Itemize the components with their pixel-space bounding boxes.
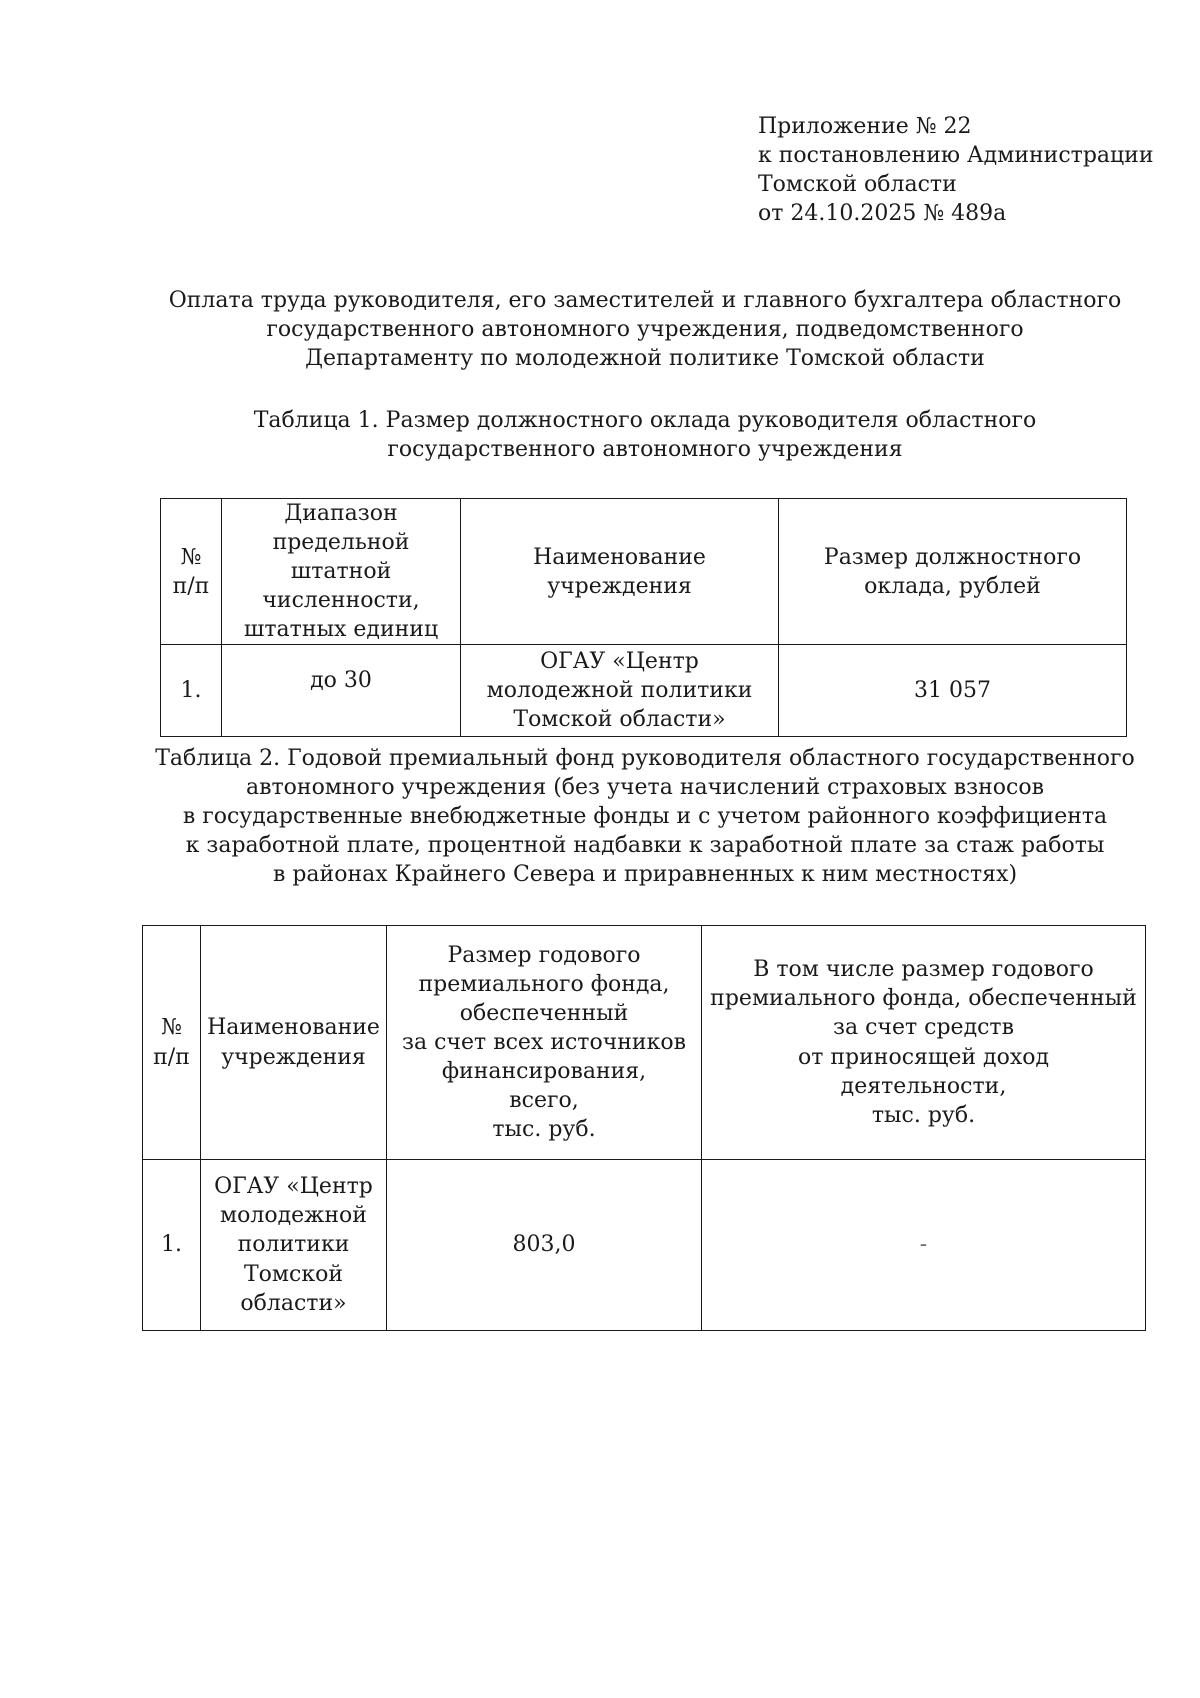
row-num: 1. (161, 645, 222, 737)
table2-caption-line-5: в районах Крайнего Севера и приравненных к ним местностях) (272, 862, 1018, 888)
row-salary: 31 057 (779, 645, 1127, 737)
table1-caption-line-1: Таблица 1. Размер должностного оклада руководителя областного (253, 408, 1037, 433)
table2-caption-line-3: в государственные внебюджетные фонды и с учетом районного коэффициента (182, 804, 1108, 830)
salary-table (160, 498, 1127, 737)
header-institution-name: Наименование учреждения (201, 926, 387, 1160)
row-fund-income: - (702, 1160, 1146, 1331)
salary-table-header (161, 499, 1127, 645)
row-institution-name: ОГАУ «Центр молодежной политики Томской области» (461, 645, 779, 737)
table-row (143, 1160, 1146, 1331)
appendix-resolution: к постановлению Администрации (758, 143, 1154, 169)
appendix-region: Томской области (758, 172, 957, 198)
bonus-table-header (143, 926, 1146, 1160)
title-line-3: Департаменту по молодежной политике Томской области (305, 346, 985, 372)
header-num: № п/п (161, 499, 222, 645)
table1-caption-line-2: государственного автономного учреждения (387, 437, 903, 463)
header-institution-name: Наименование учреждения (461, 499, 779, 645)
row-num: 1. (143, 1160, 201, 1331)
row-institution-name: ОГАУ «Центр молодежной политики Томской области» (201, 1160, 387, 1331)
table2-caption (130, 744, 1160, 889)
title-line-1: Оплата труда руководителя, его заместителей и главного бухгалтера областного (168, 288, 1122, 313)
table-row (161, 645, 1127, 737)
table2-caption-line-4: к заработной плате, процентной надбавки к заработной плате за стаж работы (185, 833, 1105, 859)
header-num: № п/п (143, 926, 201, 1160)
header-salary: Размер должностного оклада, рублей (779, 499, 1127, 645)
header-fund-income: В том числе размер годового премиального фонда, обеспеченный за счет средств от приносящей доход деятельности, тыс. руб. (702, 926, 1146, 1160)
bonus-fund-table (142, 925, 1146, 1331)
title-line-2: государственного автономного учреждения, подведомственного (266, 317, 1024, 343)
row-staff-range: до 30 (222, 645, 461, 737)
header-fund-total: Размер годового премиального фонда, обеспеченный за счет всех источников финансирования, всего, тыс. руб. (387, 926, 702, 1160)
appendix-number: Приложение № 22 (758, 114, 972, 139)
table1-caption (150, 406, 1140, 464)
table2-caption-line-2: автономного учреждения (без учета начислений страховых взносов (245, 775, 1044, 801)
appendix-reference (758, 112, 1178, 228)
header-staff-range: Диапазон предельной штатной численности, штатных единиц (222, 499, 461, 645)
document-title (150, 286, 1140, 373)
row-fund-total: 803,0 (387, 1160, 702, 1331)
table2-caption-line-1: Таблица 2. Годовой премиальный фонд руководителя областного государственного (155, 746, 1135, 771)
appendix-date: от 24.10.2025 № 489а (758, 201, 1007, 227)
